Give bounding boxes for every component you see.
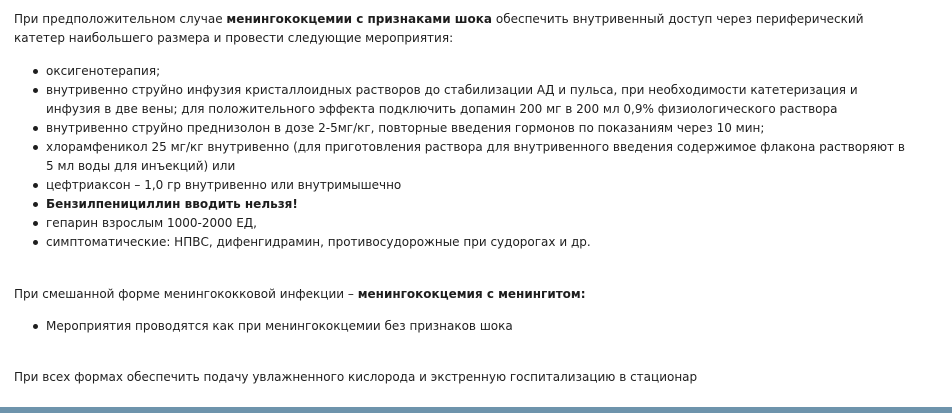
list-item: хлорамфеникол 25 мг/кг внутривенно (для приготовления раствора для внутривенного введения содержимое флакона растворяют в 5 мл воды для инъекций) или [14,138,914,176]
warning-text: Бензилпенициллин вводить нельзя! [46,197,298,211]
intro-emphasis: менингококцемии с признаками шока [226,12,493,26]
intro-text-start: При предположительном случае [14,12,227,26]
closing-paragraph: При всех формах обеспечить подачу увлажненного кислорода и экстренную госпитализацию в стационар [14,370,698,384]
intro-text-end: обеспечить внутривенный доступ через периферический катетер наибольшего размера и провести следующие мероприятия: [14,12,864,45]
list-item [14,195,914,214]
mixed-form-text: При смешанной форме менингококковой инфекции – [14,287,358,301]
intro-paragraph [14,10,914,48]
list-item: Мероприятия проводятся как при менингококцемии без признаков шока [14,317,914,336]
list-item: симптоматические: НПВС, дифенгидрамин, противосудорожные при судорогах и др. [14,233,914,252]
shock-measures-list [14,62,914,252]
bottom-bar [0,407,952,413]
list-item: цефтриаксон – 1,0 гр внутривенно или внутримышечно [14,176,914,195]
list-item: гепарин взрослым 1000-2000 ЕД, [14,214,914,233]
article-content [14,10,914,387]
list-item: внутривенно струйно преднизолон в дозе 2-5мг/кг, повторные введения гормонов по показаниям через 10 мин; [14,119,914,138]
list-item: оксигенотерапия; [14,62,914,81]
list-item: внутривенно струйно инфузия кристаллоидных растворов до стабилизации АД и пульса, при необходимости катетеризация и инфузия в две вены; для положительного эффекта подключить допамин 200 мг в 200 мл 0,9% физиологического раствора [14,81,914,119]
mixed-measures-list [14,317,914,336]
mixed-form-paragraph [14,285,914,304]
mixed-form-emphasis: менингококцемия с менингитом: [357,287,586,301]
